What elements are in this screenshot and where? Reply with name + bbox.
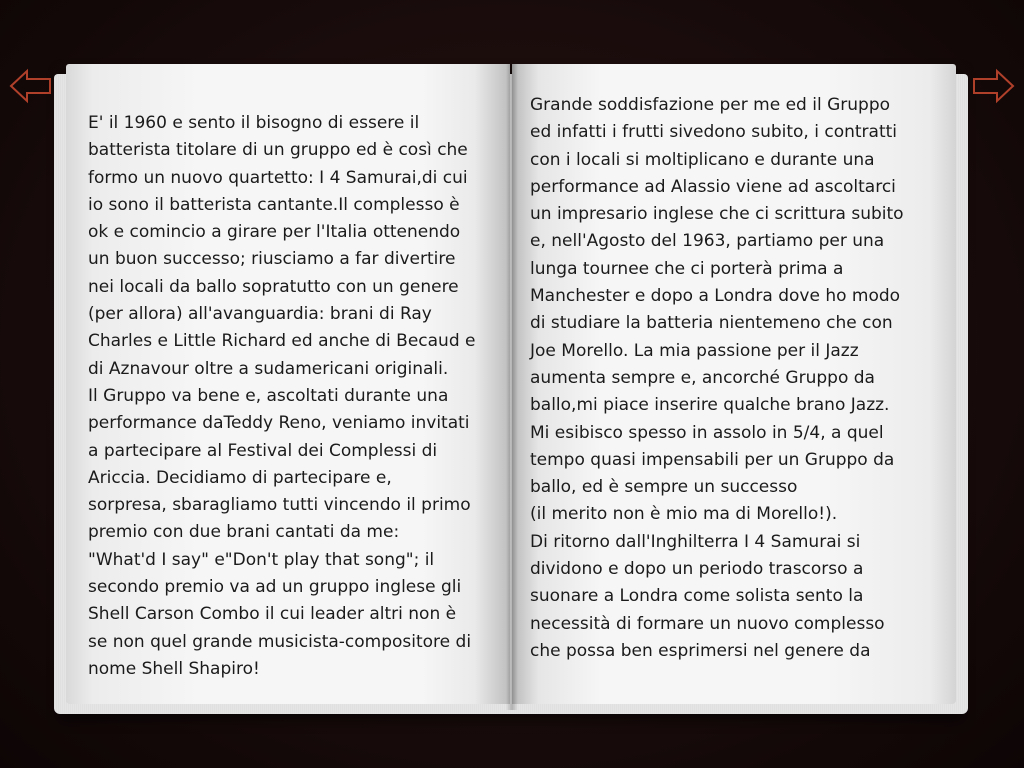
- left-arrow-icon: [8, 66, 54, 106]
- book[interactable]: [54, 64, 968, 714]
- right-page-text: Grande soddisfazione per me ed il Gruppo ed infatti i frutti sivedono subito, i contratti con i locali si moltiplicano e durante una performance ad Alassio viene ad ascoltarci un impresario inglese che ci scrittura subito e, nell'Agosto del 1963, partiamo per una lunga tournee che ci porterà prima a Manchester e dopo a Londra dove ho modo di studiare la batteria nientemeno che con Joe Morello. La mia passione per il Jazz aumenta sempre e, ancorché Gruppo da ballo,mi piace inserire qualche brano Jazz. Mi esibisco spesso in assolo in 5/4, a quel tempo quasi impensabili per un Gruppo da ballo, ed è sempre un successo (il merito non è mio ma di Morello!). Di ritorno dall'Inghilterra I 4 Samurai si dividono e dopo un periodo trascorso a suonare a Londra come solista sento la necessità di formare un nuovo complesso che possa ben esprimersi nel genere da: [530, 95, 904, 661]
- right-page[interactable]: [512, 64, 956, 704]
- left-page-text: E' il 1960 e sento il bisogno di essere il batterista titolare di un gruppo ed è così che formo un nuovo quartetto: I 4 Samurai,di cui io sono il batterista cantante.Il complesso è ok e comincio a girare per l'Italia ottenendo un buon successo; riusciamo a far divertire nei locali da ballo sopratutto con un genere (per allora) all'avanguardia: brani di Ray Charles e Little Richard ed anche di Becaud e di Aznavour oltre a sudamericani originali. Il Gruppo va bene e, ascoltati durante una performance daTeddy Reno, veniamo invitati a partecipare al Festival dei Complessi di Ariccia. Decidiamo di partecipare e, sorpresa, sbaragliamo tutti vincendo il primo premio con due brani cantati da me: "What'd I say" e"Don't play that song"; il secondo premio va ad un gruppo inglese gli Shell Carson Combo il cui leader altri non è se non quel grande musicista-compositore di nome Shell Shapiro!: [88, 113, 476, 679]
- book-spine: [506, 64, 518, 710]
- left-page[interactable]: [66, 64, 510, 704]
- right-arrow-icon: [970, 66, 1016, 106]
- previous-page-button[interactable]: [8, 66, 54, 106]
- next-page-button[interactable]: [970, 66, 1016, 106]
